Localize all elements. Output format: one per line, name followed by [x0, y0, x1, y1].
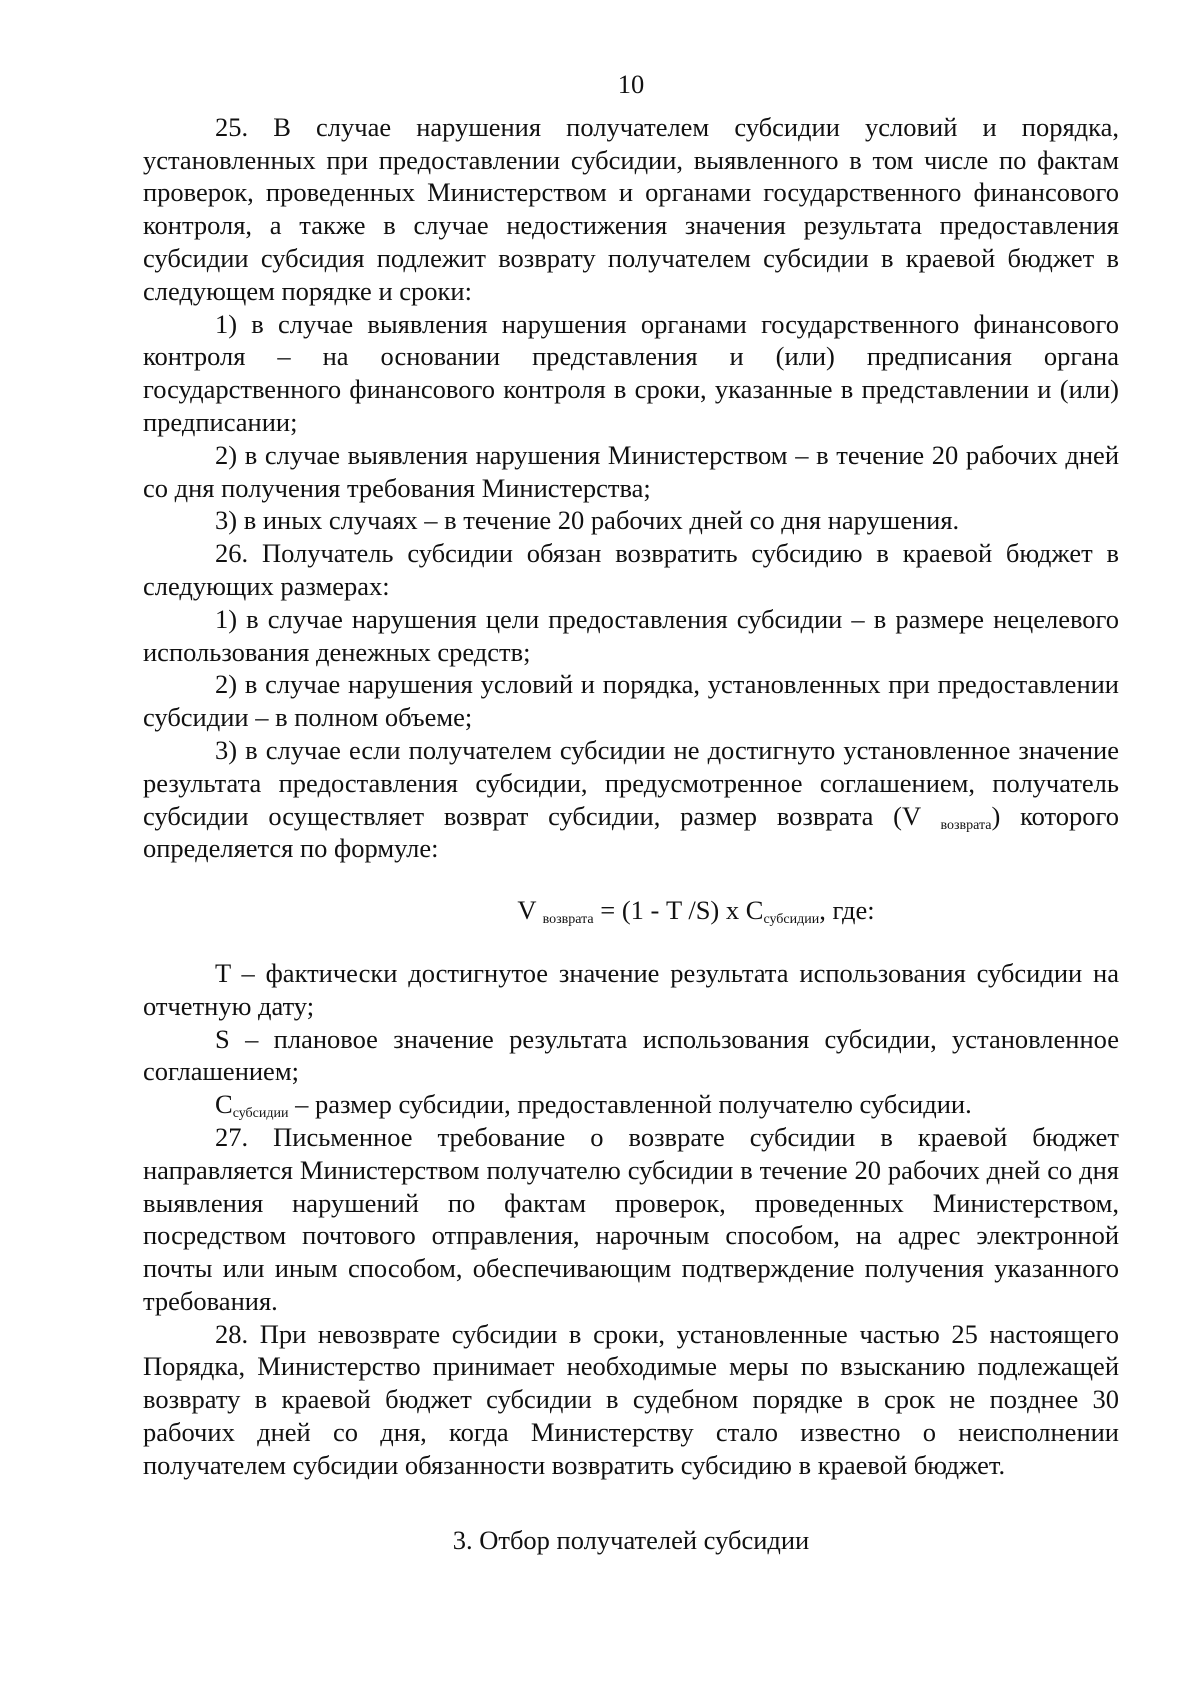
definition-c-subscript: субсидии: [232, 1106, 289, 1122]
definition-t: T – фактически достигнутое значение результата использования субсидии на отчетную дату;: [143, 957, 1119, 1021]
formula-v-letter: V: [517, 895, 537, 926]
paragraph-28: 28. При невозврате субсидии в сроки, установленные частью 25 настоящего Порядка, Министерство принимает необходимые меры по взысканию подлежащей возврату в краевой бюджет субсидии в судебном порядке в срок не позднее 30 рабочих дней со дня, когда Министерству стало известно о неисполнении получателем субсидии обязанности возвратить субсидию в краевой бюджет.: [143, 1318, 1119, 1480]
paragraph-26: 26. Получатель субсидии обязан возвратить субсидию в краевой бюджет в следующих размерах:: [143, 538, 1119, 601]
paragraph-27: 27. Письменное требование о возврате субсидии в краевой бюджет направляется Министерством получателю субсидии в течение 20 рабочих дней со дня выявления нарушений по фактам проверок, проведенных Министерством, посредством почтового отправления, нарочным способом, на адрес электронной почты или иным способом, обеспечивающим подтверждение получения указанного требования.: [143, 1121, 1119, 1316]
definition-c: [143, 1088, 1119, 1121]
paragraph-26-item-1: 1) в случае нарушения цели предоставления субсидии – в размере нецелевого использования денежных средств;: [143, 603, 1119, 667]
paragraph-25-item-1: 1) в случае выявления нарушения органами государственного финансового контроля – на основании представления и (или) предписания органа государственного финансового контроля в сроки, указанные в представлении и (или) предписании;: [143, 308, 1119, 437]
paragraph-25: 25. В случае нарушения получателем субсидии условий и порядка, установленных при предоставлении субсидии, выявленного в том числе по фактам проверок, проведенных Министерством и органами государственного финансового контроля, а также в случае недостижения значения результата предоставления субсидии субсидия подлежит возврату получателем субсидии в краевой бюджет в следующем порядке и сроки:: [143, 111, 1119, 306]
return-amount-letter: V: [902, 800, 921, 831]
paragraph-25-item-2: 2) в случае выявления нарушения Министерством – в течение 20 рабочих дней со дня получения требования Министерства;: [143, 439, 1119, 503]
formula-c-letter: C: [745, 895, 764, 926]
definition-c-letter: C: [215, 1089, 233, 1120]
page-number: 10: [617, 69, 645, 99]
formula-c-subscript: субсидии: [763, 912, 820, 928]
return-formula: [143, 894, 1119, 927]
return-amount-variable: [902, 801, 992, 831]
return-amount-subscript: возврата: [940, 817, 992, 833]
definition-s: S – плановое значение результата использования субсидии, установленное соглашением;: [143, 1023, 1119, 1087]
definition-c-variable: [215, 1089, 289, 1122]
document-page: [143, 68, 1119, 1556]
paragraph-26-item-3-text-after: ) которого определяется по формуле:: [143, 800, 1119, 864]
paragraph-26-item-3-text-before: 3) в случае если получателем субсидии не достигнуто установленное значение результата предоставления субсидии, предусмотренное соглашением, получатель субсидии осуществляет возврат субсидии, размер возврата (: [143, 734, 1119, 831]
formula-middle: = (1 - T /S) x: [593, 895, 746, 926]
formula-v-subscript: возврата: [542, 912, 594, 928]
section-heading: 3. Отбор получателей субсидии: [452, 1524, 810, 1555]
paragraph-25-item-3: 3) в иных случаях – в течение 20 рабочих дней со дня нарушения.: [215, 505, 960, 536]
definition-c-text: – размер субсидии, предоставленной получателю субсидии.: [288, 1089, 972, 1120]
paragraph-26-item-2: 2) в случае нарушения условий и порядка, установленных при предоставлении субсидии – в полном объеме;: [143, 669, 1119, 733]
paragraph-26-item-3: [143, 734, 1119, 865]
formula-tail: , где:: [819, 895, 875, 926]
